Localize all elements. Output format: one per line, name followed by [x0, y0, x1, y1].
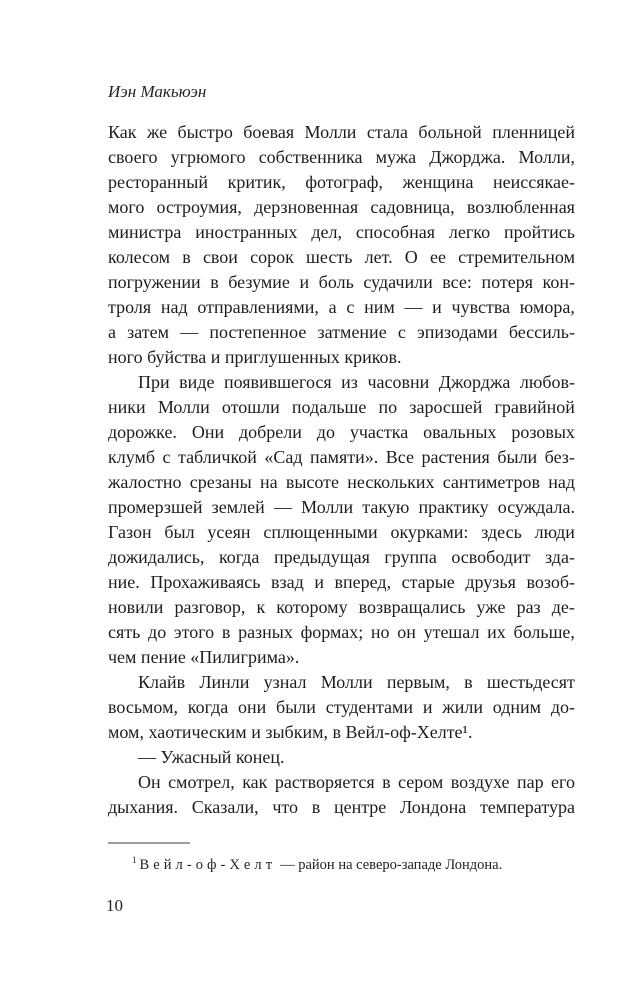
text-line: новили разговор, к которому возвращались уже раз де- — [108, 597, 575, 617]
text-line: клумб с табличкой «Сад памяти». Все растения были без- — [108, 447, 575, 467]
footnote — [108, 851, 575, 875]
text-line: дыхания. Сказали, что в центре Лондона температура — [108, 797, 575, 817]
text-line: дожидались, когда предыдущая группа освободит зда- — [108, 547, 575, 567]
footnote-text: — район на северо-западе Лондона. — [280, 856, 503, 873]
text-line: министра иностранных дел, способная легко пройтись — [108, 222, 575, 242]
footnote-divider — [108, 842, 190, 844]
text-line: Газон был усеян сплющенными окурками: здесь люди — [108, 522, 575, 542]
text-line: мом, хаотическим и зыбким, в Вейл-оф-Хелте¹. — [108, 722, 473, 742]
page-number: 10 — [106, 896, 123, 915]
text-line: жалостно срезаны на высоте нескольких сантиметров над — [108, 472, 575, 492]
text-line: а затем — постепенное затмение с эпизодами бессиль- — [108, 322, 575, 342]
text-line: своего угрюмого собственника мужа Джорджа. Молли, — [108, 147, 575, 167]
text-line: — Ужасный конец. — [138, 747, 285, 767]
text-line: Клайв Линли узнал Молли первым, в шестьдесят — [138, 672, 575, 692]
text-line: При виде появившегося из часовни Джорджа любов- — [138, 372, 575, 392]
text-body — [108, 120, 575, 820]
text-line: дорожке. Они добрели до участка овальных розовых — [108, 422, 575, 442]
text-line: ние. Прохаживаясь взад и вперед, старые друзья возоб- — [108, 572, 575, 592]
text-line: погружении в безумие и боль судачили все: потеря кон- — [108, 272, 575, 292]
text-line: ники Молли отошли подальше по заросшей гравийной — [108, 397, 575, 417]
text-line: ресторанный критик, фотограф, женщина неиссякае- — [108, 172, 575, 192]
text-line: колесом в свои сорок шесть лет. О ее стремительном — [108, 247, 575, 267]
text-line: сять до этого в разных формах; но он утешал их больше, — [108, 622, 575, 642]
text-line: ного буйства и приглушенных криков. — [108, 347, 402, 367]
text-line: восьмом, когда они были студентами и жили одним до- — [108, 697, 575, 717]
author-header: Иэн Макьюэн — [108, 82, 207, 101]
text-line: троля над отправлениями, а с ним — и чувства юмора, — [108, 297, 575, 317]
text-line: Он смотрел, как растворяется в сером воздухе пар его — [138, 772, 575, 792]
text-line: промерзшей землей — Молли такую практику осуждала. — [108, 497, 575, 517]
text-line: Как же быстро боевая Молли стала больной пленницей — [108, 122, 575, 142]
footnote-marker: 1 — [132, 855, 137, 865]
text-line: чем пение «Пилигрима». — [108, 647, 300, 667]
text-line: мого остроумия, дерзновенная садовница, возлюбленная — [108, 197, 575, 217]
footnote-term: Вейл-оф-Хелт — [139, 856, 277, 873]
